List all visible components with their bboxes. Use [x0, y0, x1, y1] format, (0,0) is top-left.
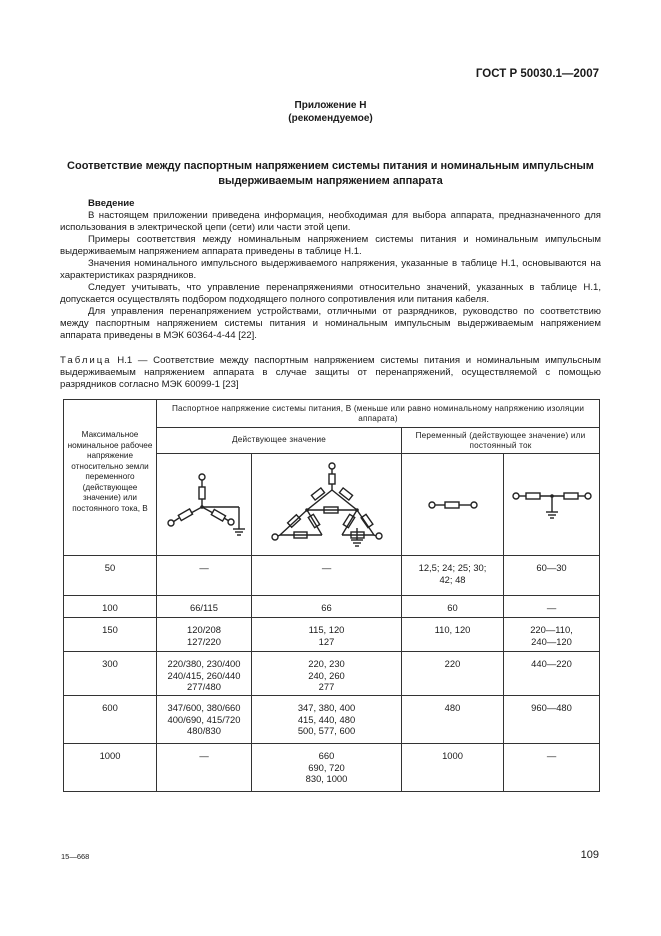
cell-line: 480/830 — [187, 725, 221, 736]
cell-line: 600 — [102, 702, 118, 713]
cell-line: 440—220 — [531, 658, 572, 669]
appendix-subtitle: (рекомендуемое) — [288, 113, 373, 124]
cell-line: 240, 260 — [308, 669, 345, 681]
max-voltage-cell — [64, 596, 157, 618]
cell-line: 347, 380, 400 — [297, 702, 356, 713]
intro-paragraph-4: Следует учитывать, что управление перенапряжениями относительно значений, указанных в таблице Н.1, допускается осуществлять подбором подходящего полного сопротивления или питания кабеля. — [60, 282, 601, 305]
standard-number: ГОСТ Р 50030.1—2007 — [475, 68, 599, 80]
max-voltage-cell — [64, 652, 157, 696]
cell-line: 415, 440, 480 — [297, 713, 356, 725]
acdc-single-cell — [402, 618, 504, 652]
diagram-single-phase-star — [157, 454, 252, 556]
intro-paragraph-3: Значения номинального импульсного выдерживаемого напряжения, указанные в таблице Н.1, основываются на характеристиках разрядников. — [60, 258, 601, 281]
cell-line: — — [199, 750, 209, 761]
delta-arrester-diagram — [262, 460, 392, 550]
intro-paragraph-5: Для управления перенапряжением устройствами, отличными от разрядников, руководство по соответствию между паспортным напряжением системы питания и номинальным импульсным выдерживаемым напряжением аппарата приведены в МЭК 60364-4-44 [22]. — [60, 306, 601, 341]
diagram-single-arrester — [402, 454, 504, 556]
table-row — [64, 744, 600, 792]
acdc-double-cell — [504, 596, 600, 618]
cell-line: 960—480 — [531, 702, 572, 713]
max-voltage-cell — [64, 556, 157, 596]
cell-line: 1000 — [442, 750, 463, 761]
cell-line: 66/115 — [190, 602, 218, 613]
rms-delta-cell — [252, 556, 402, 596]
table-row — [64, 596, 600, 618]
acdc-single-cell — [402, 652, 504, 696]
voltage-table — [63, 399, 600, 792]
table-caption-label: Таблица — [60, 355, 112, 366]
rms-star-cell — [157, 744, 252, 792]
cell-line: 220—110, — [530, 624, 573, 635]
rms-delta-cell — [252, 618, 402, 652]
section-title-line2: выдерживаемым напряжением аппарата — [218, 175, 443, 187]
cell-line: 277/480 — [187, 681, 221, 692]
table-caption — [60, 355, 601, 391]
cell-line: 60—30 — [536, 562, 567, 573]
rms-star-cell — [157, 556, 252, 596]
acdc-double-cell — [504, 744, 600, 792]
appendix-heading — [0, 99, 661, 125]
cell-line: 480 — [444, 702, 461, 713]
intro-paragraph-2: Примеры соответствия между номинальным напряжением системы питания и номинальным импульсным выдерживаемым напряжением аппарата приведены в таблице Н.1. — [60, 234, 601, 257]
cell-line: — — [546, 750, 557, 761]
cell-line: 240—120 — [531, 635, 572, 647]
acdc-single-cell — [402, 744, 504, 792]
rms-star-cell — [157, 652, 252, 696]
cell-line: 500, 577, 600 — [297, 725, 356, 736]
cell-line: 347/600, 380/660 — [167, 702, 241, 713]
acdc-double-cell — [504, 696, 600, 744]
introduction — [60, 198, 601, 342]
col-header-rms: Действующее значение — [157, 428, 402, 454]
cell-line: 220, 230 — [308, 658, 345, 669]
rms-star-cell — [157, 596, 252, 618]
acdc-double-cell — [504, 556, 600, 596]
cell-line: 100 — [102, 602, 118, 613]
cell-line: 660 — [318, 750, 335, 761]
intro-heading: Введение — [88, 198, 135, 209]
cell-line: 127 — [318, 635, 335, 647]
intro-paragraph-1: В настоящем приложении приведена информация, необходимая для выбора аппарата, предназначенного для использования в электрической цепи (сети) или части этой цепи. — [60, 210, 601, 233]
section-title — [60, 159, 601, 189]
cell-line: 277 — [318, 681, 335, 692]
rms-delta-cell — [252, 652, 402, 696]
cell-line: 110, 120 — [434, 624, 471, 635]
cell-line: 120/208 — [187, 624, 221, 635]
cell-line: 1000 — [99, 750, 121, 761]
cell-line: 42; 48 — [439, 573, 466, 585]
cell-line: 690, 720 — [308, 761, 345, 773]
cell-line: 66 — [321, 602, 332, 613]
diagram-delta — [252, 454, 402, 556]
cell-line: 220/380, 230/400 — [167, 658, 241, 669]
col-header-supply-voltage: Паспортное напряжение системы питания, В (меньше или равно номинальному напряжению изоляции аппарата) — [157, 400, 600, 428]
rms-star-cell — [157, 618, 252, 652]
cell-line: — — [321, 562, 332, 573]
footer-sheet-code: 15—668 — [61, 852, 90, 861]
diagram-double-arrester — [504, 454, 600, 556]
cell-line: 12,5; 24; 25; 30; — [418, 562, 487, 573]
cell-line: — — [199, 562, 209, 573]
cell-line: 400/690, 415/720 — [167, 713, 241, 725]
appendix-title: Приложение Н — [294, 100, 367, 111]
table-row — [64, 618, 600, 652]
cell-line: 240/415, 260/440 — [167, 669, 241, 681]
cell-line: 127/220 — [187, 635, 221, 647]
cell-line: 115, 120 — [308, 624, 345, 635]
acdc-single-cell — [402, 556, 504, 596]
table-caption-text: Н.1 — Соответствие между паспортным напряжением системы питания и номинальным импульсным выдерживаемым напряжением аппарата в случае защиты от перенапряжений, осуществляемой с помощью разрядников согласно МЭК 60099-1 [23] — [60, 355, 601, 390]
page-number: 109 — [580, 849, 599, 861]
acdc-double-cell — [504, 618, 600, 652]
max-voltage-cell — [64, 696, 157, 744]
max-voltage-cell — [64, 744, 157, 792]
acdc-single-cell — [402, 696, 504, 744]
double-arrester-diagram — [512, 488, 592, 522]
acdc-double-cell — [504, 652, 600, 696]
single-arrester-diagram — [428, 495, 478, 515]
col-header-ac-dc: Переменный (действующее значение) или постоянный ток — [402, 428, 600, 454]
rms-star-cell — [157, 696, 252, 744]
cell-line: 830, 1000 — [305, 773, 348, 784]
cell-line: 220 — [444, 658, 461, 669]
table-row — [64, 652, 600, 696]
rms-delta-cell — [252, 744, 402, 792]
section-title-line1: Соответствие между паспортным напряжением системы питания и номинальным импульсным — [67, 160, 594, 172]
col-header-max-voltage: Максимальное номинальное рабочее напряжение относительно земли переменного (действующее значение) или постоянного тока, В — [64, 400, 157, 556]
cell-line: 300 — [102, 658, 118, 669]
rms-delta-cell — [252, 596, 402, 618]
table-row — [64, 696, 600, 744]
rms-delta-cell — [252, 696, 402, 744]
cell-line: 50 — [104, 562, 116, 573]
max-voltage-cell — [64, 618, 157, 652]
cell-line: 150 — [102, 624, 118, 635]
star-arrester-diagram — [163, 467, 245, 543]
table-row — [64, 556, 600, 596]
cell-line: — — [546, 602, 557, 613]
cell-line: 60 — [447, 602, 458, 613]
acdc-single-cell — [402, 596, 504, 618]
